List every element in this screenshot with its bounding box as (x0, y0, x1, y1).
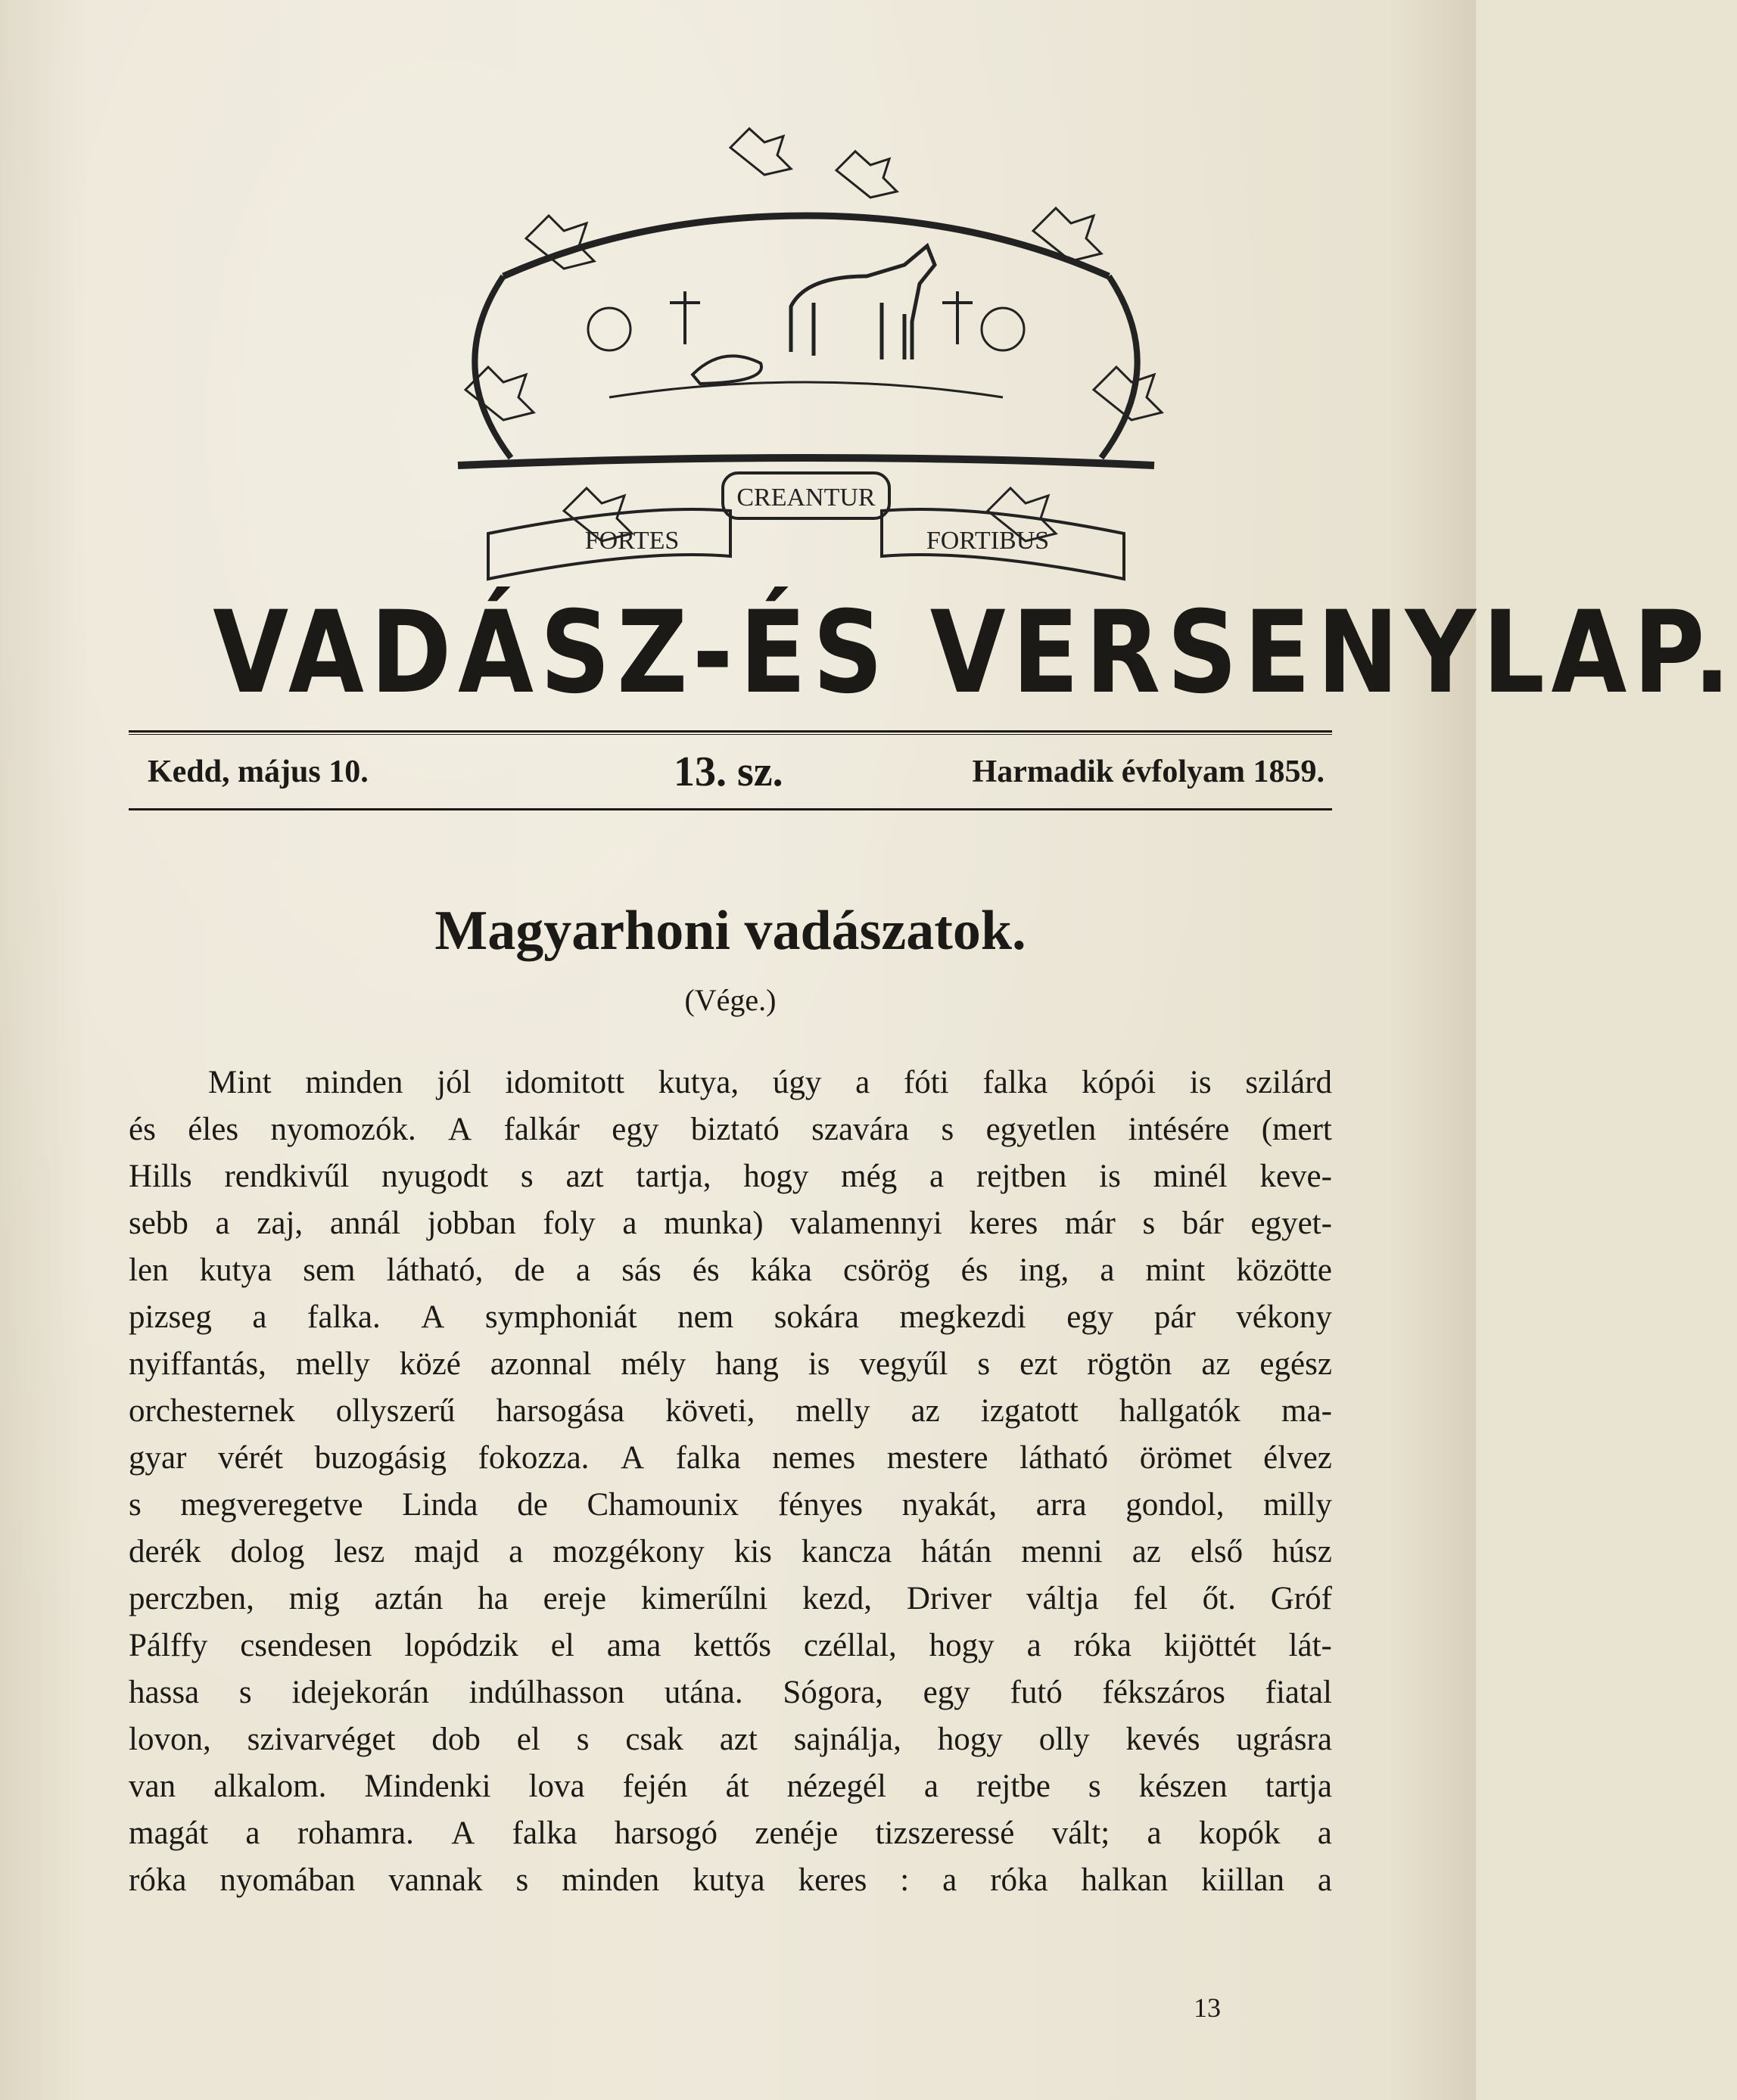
masthead-vignette (412, 102, 1200, 579)
article-line: Hills rendkivűl nyugodt s azt tartja, hogy még a rejtben is minél keve- (129, 1159, 1332, 1194)
issue-number: 13. sz. (674, 748, 783, 795)
top-rule (129, 730, 1332, 733)
article-line: és éles nyomozók. A falkár egy biztató szavára s egyetlen intésére (mert (129, 1112, 1332, 1147)
motto-center: CREANTUR (736, 484, 876, 512)
issue-info (129, 745, 1332, 798)
motto-right: FORTIBUS (926, 527, 1050, 555)
article-line: sebb a zaj, annál jobban foly a munka) valamennyi keres már s bár egyet- (129, 1206, 1332, 1241)
bottom-rule (129, 808, 1332, 810)
article-line: derék dolog lesz majd a mozgékony kis kancza hátán menni az első húsz (129, 1534, 1332, 1570)
article-line: orchesternek ollyszerű harsogása követi, melly az izgatott hallgatók ma- (129, 1393, 1332, 1429)
article-line: len kutya sem látható, de a sás és káka csörög és ing, a mint közötte (129, 1252, 1332, 1288)
article-line: hassa s idejekorán indúlhasson utána. Sógora, egy futó fékszáros fiatal (129, 1675, 1332, 1710)
issue-volume: Harmadik évfolyam 1859. (972, 754, 1325, 789)
article-line: gyar vérét buzogásig fokozza. A falka nemes mestere látható örömet élvez (129, 1440, 1332, 1476)
article-line: perczben, mig aztán ha ereje kimerűlni kezd, Driver váltja fel őt. Gróf (129, 1581, 1332, 1616)
motto-left: FORTES (584, 527, 680, 555)
top-rule-thin (129, 734, 1332, 735)
article-line: magát a rohamra. A falka harsogó zenéje tizszeressé vált; a kopók a (129, 1815, 1332, 1851)
article-line: Mint minden jól idomitott kutya, úgy a fóti falka kópói is szilárd (208, 1065, 1332, 1100)
issue-date: Kedd, május 10. (148, 754, 369, 789)
article-line: lovon, szivarvéget dob el s csak azt sajnálja, hogy olly kevés ugrásra (129, 1722, 1332, 1757)
article-body (129, 1059, 1332, 1904)
article-line: s megveregetve Linda de Chamounix fényes nyakát, arra gondol, milly (129, 1487, 1332, 1523)
newspaper-title: VADÁSZ-ÉS VERSENYLAP. (213, 587, 1737, 719)
article-line: Pálffy csendesen lopódzik el ama kettős czéllal, hogy a róka kijöttét lát- (129, 1628, 1332, 1663)
article-title: Magyarhoni vadászatok. (434, 900, 1026, 962)
page-number: 13 (1194, 1993, 1221, 2023)
article-line: van alkalom. Mindenki lova fején át nézegél a rejtbe s készen tartja (129, 1769, 1332, 1804)
article-subtitle: (Vége.) (684, 983, 777, 1017)
article-line: pizseg a falka. A symphoniát nem sokára megkezdi egy pár vékony (129, 1299, 1332, 1335)
article-line: nyiffantás, melly közé azonnal mély hang is vegyűl s ezt rögtön az egész (129, 1346, 1332, 1382)
article-line: róka nyomában vannak s minden kutya keres : a róka halkan kiillan a (129, 1862, 1332, 1898)
